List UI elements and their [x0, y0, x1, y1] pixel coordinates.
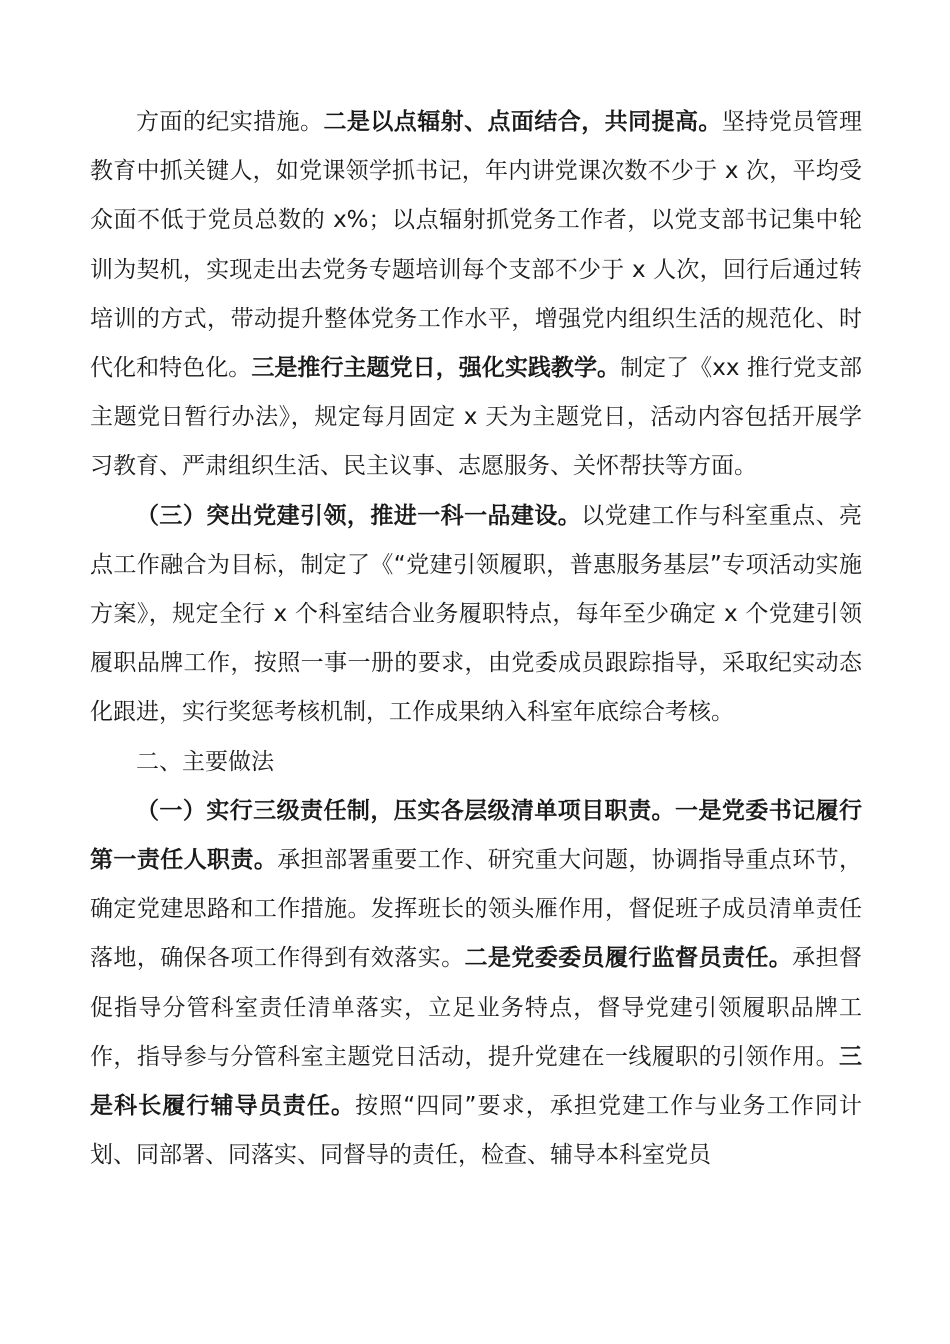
paragraph-section-three — [90, 492, 862, 738]
text-run: 制定了《xx 推行党支部主题党日暂行办法》，规定每月固定 x 天为主题党日，活动内容包括开展学习教育、严肃组织生活、民主议事、志愿服务、关怀帮扶等方面。 — [90, 355, 863, 480]
paragraph-section-one — [90, 787, 862, 1181]
bold-heading-run: 二是以点辐射、点面结合，共同提高。 — [323, 109, 722, 135]
text-run: 承担部署重要工作、研究重大问题，协调指导重点环节，确定党建思路和工作措施。发挥班长的领头雁作用，督促班子成员清单责任落地，确保各项工作得到有效落实。 — [90, 847, 862, 972]
text-run: 方面的纪实措施。 — [136, 109, 324, 135]
document-body — [90, 98, 862, 1180]
bold-heading-run: 三是科长履行辅导员责任。 — [90, 1043, 862, 1120]
chapter-title: 二、主要做法 — [136, 748, 274, 775]
text-run: 以党建工作与科室重点、亮点工作融合为目标，制定了《“党建引领履职，普惠服务基层”专项活动实施方案》，规定全行 x 个科室结合业务履职特点，每年至少确定 x 个党建引领履职品牌工作，按照一事一册的要求，由党委成员跟踪指导，采取纪实动态化跟进，实行奖惩考核机制，工作成果纳入科室年底综合考核。 — [90, 502, 863, 726]
section-heading: （一）实行三级责任制，压实各层级清单项目职责。一是党委书记履行第一责任人职责。 — [90, 797, 862, 874]
section-heading: （三）突出党建引领，推进一科一品建设。 — [136, 502, 582, 529]
paragraph-measures — [90, 98, 862, 492]
bold-heading-run: 三是推行主题党日，强化实践教学。 — [251, 355, 621, 382]
text-run: 承担督促指导分管科室责任清单落实，立足业务特点，督导党建引领履职品牌工作，指导参与分管科室主题党日活动，提升党建在一线履职的引领作用。 — [90, 945, 862, 1070]
chapter-heading — [90, 738, 862, 787]
bold-heading-run: 二是党委委员履行监督员责任。 — [464, 945, 793, 972]
text-run: 按照“四同”要求，承担党建工作与业务工作同计划、同部署、同落实、同督导的责任，检查、辅导本科室党员 — [90, 1093, 862, 1169]
text-run: 坚持党员管理教育中抓关键人，如党课领学抓书记，年内讲党课次数不少于 x 次，平均受众面不低于党员总数的 x%；以点辐射抓党务工作者，以党支部书记集中轮训为契机，实现走出去党务专题培训每个支部不少于 x 人次，回行后通过转培训的方式，带动提升整体党务工作水平，增强党内组织生活的规范化、时代化和特色化。 — [90, 109, 863, 382]
